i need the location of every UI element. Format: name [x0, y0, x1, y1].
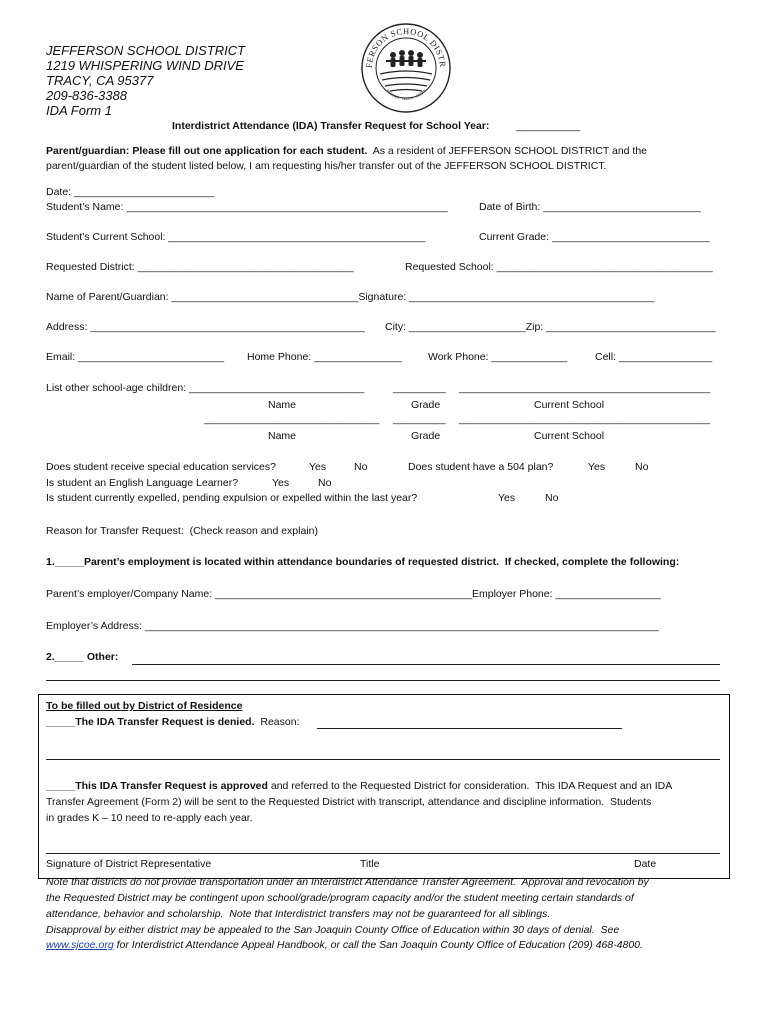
approved-line-3: in grades K – 10 need to re-apply each year. [46, 812, 253, 824]
children-grade-2[interactable]: _________ [393, 413, 446, 425]
current-school-field[interactable]: Student’s Current School: ____________________________________________ [46, 231, 426, 243]
denied-line[interactable] [46, 716, 299, 728]
footer-line-5-text: for Interdistrict Attendance Appeal Handbook, or call the San Joaquin County Office of Education (209) 468-4800. [113, 939, 643, 951]
intro-line-1 [46, 145, 647, 157]
other-line-1[interactable] [132, 664, 720, 665]
cell-field[interactable]: Cell: ________________ [595, 351, 713, 363]
approved-line-2: Transfer Agreement (Form 2) will be sent to the Requested District with transcript, attendance and discipline information. Students [46, 796, 652, 808]
email-field[interactable]: Email: _________________________ [46, 351, 225, 363]
intro-rest: As a resident of JEFFERSON SCHOOL DISTRICT and the [372, 145, 648, 157]
signature-line[interactable] [46, 853, 720, 854]
district-address: 1219 WHISPERING WIND DRIVE [46, 58, 244, 73]
children-name-1[interactable]: List other school-age children: ______________________________ [46, 382, 365, 394]
expulsion-yes[interactable]: Yes [498, 492, 516, 504]
parent-name-signature-field[interactable]: Name of Parent/Guardian: ________________________________Signature: __________________________________________ [46, 291, 655, 303]
district-seal-icon [360, 22, 452, 114]
work-phone-field[interactable]: Work Phone: _____________ [428, 351, 568, 363]
denied-reason-line-2[interactable] [46, 759, 720, 760]
ell-question: Is student an English Language Learner? [46, 477, 239, 489]
ell-no[interactable]: No [318, 477, 332, 489]
children-col-school-2: Current School [534, 430, 605, 442]
children-grade-1[interactable]: _________ [393, 382, 446, 394]
denied-label: _____The IDA Transfer Request is denied. [46, 716, 255, 728]
reason-heading: Reason for Transfer Request: (Check reason and explain) [46, 525, 318, 537]
school-year-field[interactable]: ___________ [516, 120, 581, 132]
children-col-grade-2: Grade [411, 430, 441, 442]
title-label: Title [360, 858, 380, 870]
other-line-2[interactable] [46, 680, 720, 681]
footer-line-5 [46, 939, 643, 951]
children-col-school: Current School [534, 399, 605, 411]
children-name-2[interactable]: ______________________________ [204, 413, 380, 425]
ell-yes[interactable]: Yes [272, 477, 290, 489]
expulsion-question: Is student currently expelled, pending expulsion or expelled within the last year? [46, 492, 418, 504]
form-title: Interdistrict Attendance (IDA) Transfer Request for School Year: [172, 120, 490, 132]
footer-line-2: the Requested District may be contingent upon school/grade/program capacity and/or the student meeting certain standards of [46, 892, 634, 904]
date-field[interactable]: Date: ________________________ [46, 186, 215, 198]
intro-line-2: parent/guardian of the student listed below, I am requesting his/her transfer out of the JEFFERSON SCHOOL DISTRICT. [46, 160, 607, 172]
address-field[interactable]: Address: _______________________________________________ [46, 321, 365, 333]
expulsion-no[interactable]: No [545, 492, 559, 504]
intro-bold: Parent/guardian: Please fill out one application for each student. [46, 145, 368, 157]
denied-reason-line[interactable] [317, 728, 622, 729]
seal-ring-text: FERSON SCHOOL DISTR [363, 25, 449, 69]
reason-other[interactable]: 2._____ Other: [46, 651, 119, 663]
district-phone: 209-836-3388 [46, 88, 127, 103]
current-grade-field[interactable]: Current Grade: ___________________________ [479, 231, 710, 243]
student-name-field[interactable]: Student’s Name: _______________________________________________________ [46, 201, 448, 213]
footer-line-3: attendance, behavior and scholarship. Note that Interdistrict transfers may not be guaranteed for all siblings. [46, 908, 551, 920]
form-number: IDA Form 1 [46, 103, 112, 118]
special-ed-question: Does student receive special education services? [46, 461, 276, 473]
children-col-name: Name [268, 399, 297, 411]
footer-line-1: Note that districts do not provide transportation under an Interdistrict Attendance Transfer Agreement. Approval and revocation by [46, 876, 649, 888]
children-school-1[interactable]: ___________________________________________ [459, 382, 711, 394]
employer-address-field[interactable]: Employer’s Address: ________________________________________________________________________________________ [46, 620, 659, 632]
date-label: Date [634, 858, 657, 870]
district-city: TRACY, CA 95377 [46, 73, 154, 88]
special-ed-yes[interactable]: Yes [309, 461, 327, 473]
footer-line-4: Disapproval by either district may be appealed to the San Joaquin County Office of Education within 30 days of denial. See [46, 924, 620, 936]
box-heading: To be filled out by District of Residence [46, 700, 243, 712]
approved-label: _____This IDA Transfer Request is approved [46, 780, 268, 792]
signature-label: Signature of District Representative [46, 858, 212, 870]
seal-motto-text: BELONG · LEARN · GROW [385, 88, 427, 102]
denied-reason-label: Reason: [260, 716, 300, 728]
plan-504-no[interactable]: No [635, 461, 649, 473]
requested-district-field[interactable]: Requested District: _____________________________________ [46, 261, 354, 273]
date-of-birth-field[interactable]: Date of Birth: ___________________________ [479, 201, 701, 213]
city-zip-field[interactable]: City: ____________________Zip: _____________________________ [385, 321, 716, 333]
employer-field[interactable]: Parent’s employer/Company Name: ____________________________________________Employer Phone: __________________ [46, 588, 661, 600]
children-col-grade: Grade [411, 399, 441, 411]
district-name: JEFFERSON SCHOOL DISTRICT [46, 43, 246, 58]
reason-employment[interactable]: 1._____Parent’s employment is located within attendance boundaries of requested district. If checked, complete the following: [46, 556, 680, 568]
plan-504-yes[interactable]: Yes [588, 461, 606, 473]
children-school-2[interactable]: ___________________________________________ [459, 413, 711, 425]
sjcoe-link[interactable]: www.sjcoe.org [46, 939, 114, 951]
home-phone-field[interactable]: Home Phone: _______________ [247, 351, 402, 363]
approved-line-1[interactable] [46, 780, 672, 792]
plan-504-question: Does student have a 504 plan? [408, 461, 554, 473]
requested-school-field[interactable]: Requested School: _____________________________________ [405, 261, 713, 273]
approved-rest: and referred to the Requested District for consideration. This IDA Request and an IDA [270, 780, 673, 792]
special-ed-no[interactable]: No [354, 461, 368, 473]
children-col-name-2: Name [268, 430, 297, 442]
